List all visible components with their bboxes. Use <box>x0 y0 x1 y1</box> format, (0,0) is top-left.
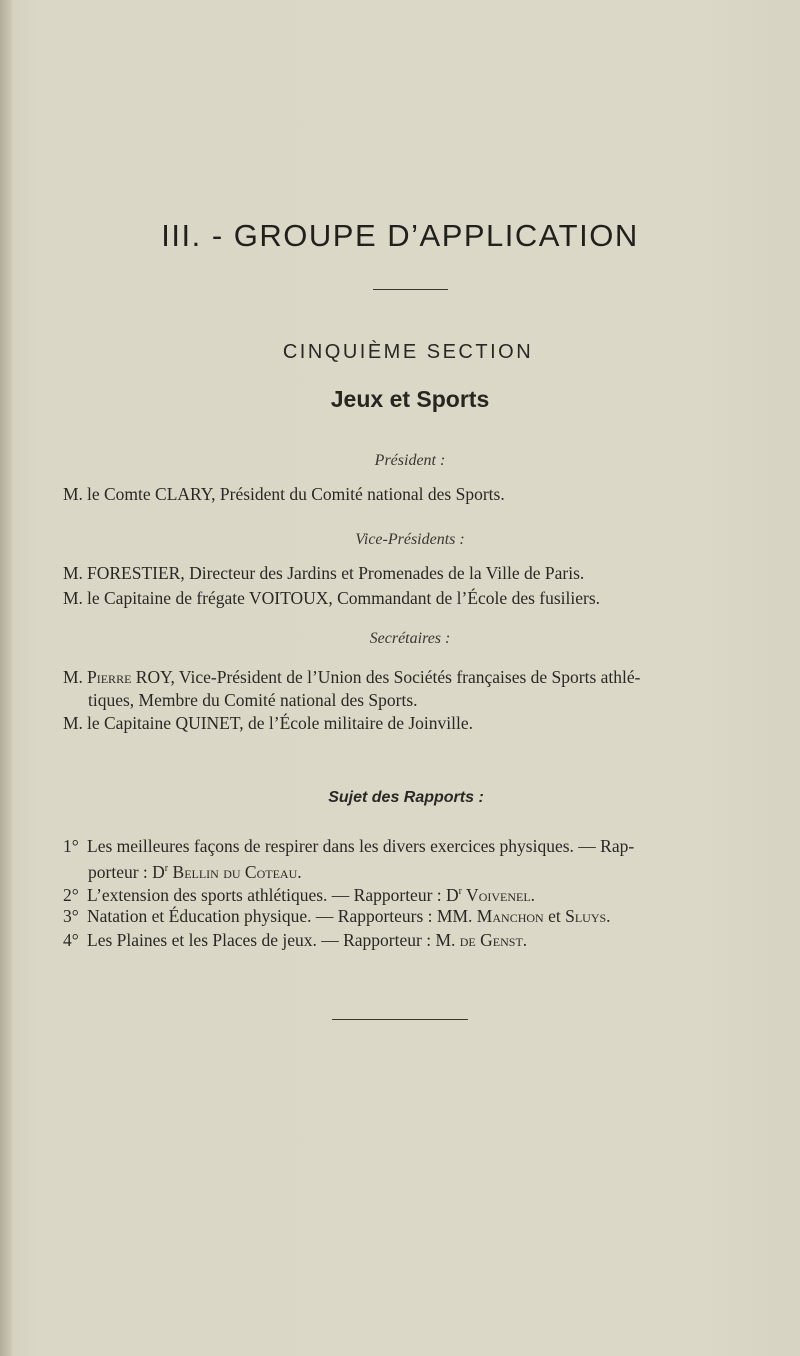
secretary-line <box>63 711 763 735</box>
report-number: 1° <box>63 836 79 856</box>
line-prefix: M. <box>63 667 83 687</box>
report-text: Les Plaines et les Places de jeux. — Rapporteur : M. <box>87 930 460 950</box>
line-text: ROY, Vice-Président de l’Union des Sociétés françaises de Sports athlé- <box>131 667 641 687</box>
group-heading: III. - GROUPE D’APPLICATION <box>161 218 639 253</box>
report-text: Les meilleures façons de respirer dans les divers exercices physiques. — Rap- <box>87 836 635 856</box>
report-text: L’extension des sports athlétiques. — Rapporteur : D <box>87 884 459 905</box>
report-item <box>63 928 763 952</box>
secretary-line-continued: tiques, Membre du Comité national des Sports. <box>88 690 418 710</box>
line-text: le Comte CLARY, Président du Comité national des Sports. <box>87 484 505 504</box>
president-line <box>63 482 763 506</box>
line-text: FORESTIER, Directeur des Jardins et Promenades de la Ville de Paris. <box>87 563 585 583</box>
vice-president-line <box>63 586 763 610</box>
report-number: 4° <box>63 930 79 950</box>
vice-president-line <box>63 561 763 585</box>
line-text: le Capitaine de frégate VOITOUX, Commandant de l’École des fusiliers. <box>87 588 601 608</box>
report-text: porteur : D <box>88 861 165 882</box>
report-item <box>63 834 763 858</box>
rapporteur-name: Voivenel. <box>462 884 536 905</box>
line-text: le Capitaine QUINET, de l’École militaire de Joinville. <box>87 713 474 733</box>
reports-title: Sujet des Rapports : <box>328 789 484 806</box>
secretary-first-name: Pierre <box>87 667 132 687</box>
rapporteur-name: Sluys. <box>565 906 611 926</box>
line-prefix: M. <box>63 588 83 608</box>
report-number: 2° <box>63 884 79 905</box>
page-edge <box>0 0 12 1356</box>
superscript: r <box>164 863 169 874</box>
report-text: Natation et Éducation physique. — Rapporteurs : MM. <box>87 906 477 926</box>
line-prefix: M. <box>63 484 83 504</box>
report-item <box>63 880 763 907</box>
role-president: Président : <box>374 452 446 469</box>
line-prefix: M. <box>63 713 83 733</box>
report-number: 3° <box>63 906 79 926</box>
section-title: CINQUIÈME SECTION <box>282 341 534 363</box>
report-item <box>63 904 763 928</box>
divider-top <box>373 289 448 290</box>
report-text: et <box>543 906 566 926</box>
rapporteur-name: Bellin du Coteau. <box>168 861 302 882</box>
superscript: r <box>458 886 462 897</box>
rapporteur-name: de Genst. <box>459 930 528 950</box>
role-vice-presidents: Vice-Présidents : <box>355 531 465 548</box>
role-secretaries: Secrétaires : <box>369 630 451 647</box>
line-prefix: M. <box>63 563 83 583</box>
secretary-line <box>63 665 763 689</box>
rapporteur-name: Manchon <box>476 906 544 926</box>
divider-bottom <box>332 1019 468 1020</box>
section-subtitle: Jeux et Sports <box>330 386 490 412</box>
